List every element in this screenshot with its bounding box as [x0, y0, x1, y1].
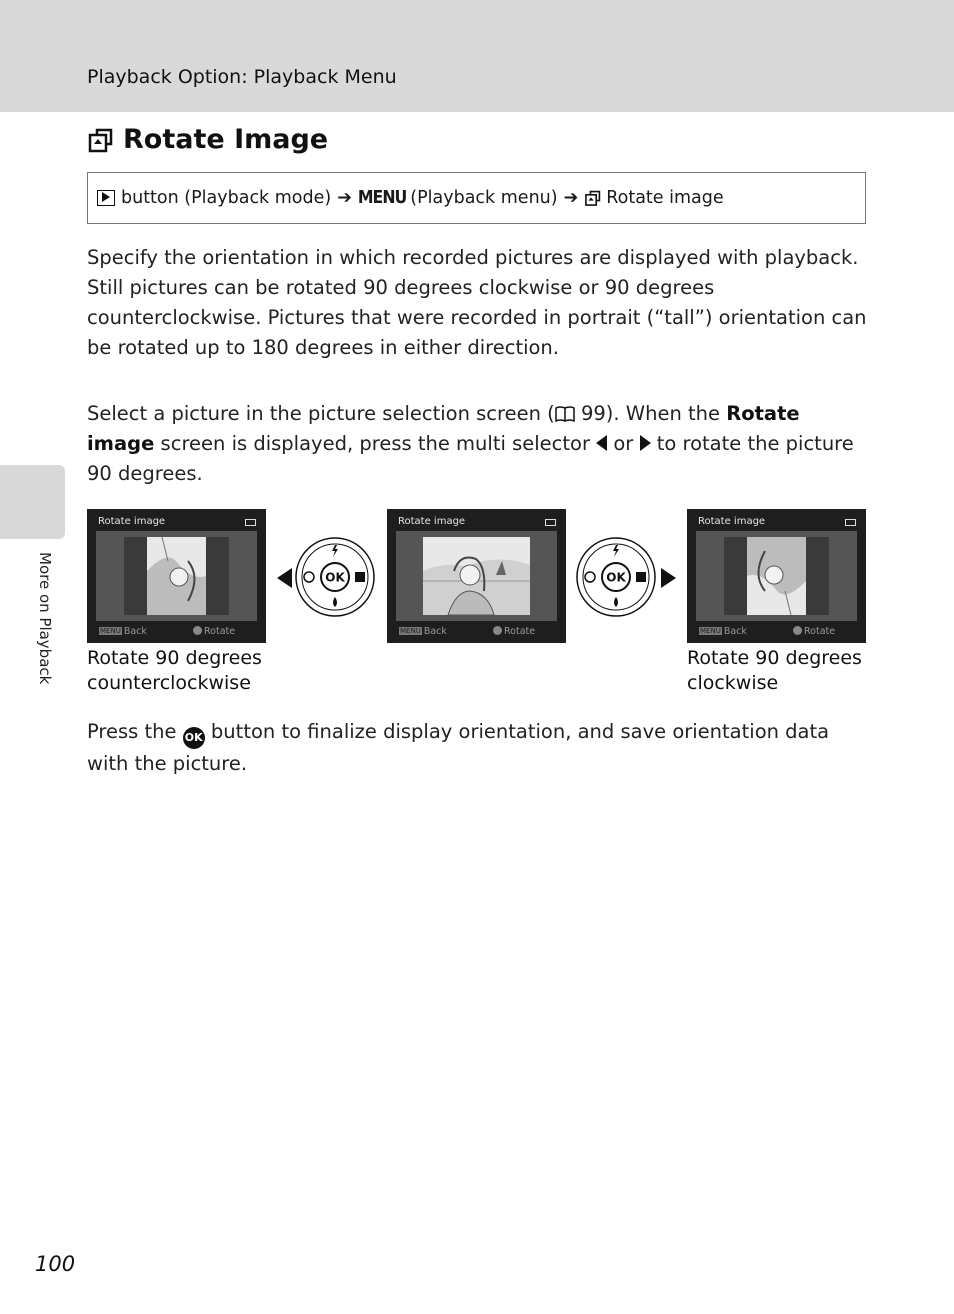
picture-area: [96, 531, 257, 621]
camera-screen-original: [387, 509, 566, 643]
multi-selector-right-icon: [640, 435, 651, 451]
nav-button-text: button (Playback mode): [121, 188, 332, 208]
page-reference: 99: [580, 402, 606, 425]
ok-label: OK: [606, 570, 626, 585]
photo-original: [396, 531, 557, 621]
rotate-label: Rotate: [804, 626, 836, 637]
photo-rotated-cw: [696, 531, 857, 621]
screen-footer: [387, 623, 566, 643]
side-tab-label: More on Playback: [36, 552, 54, 685]
screen-title: Rotate image: [98, 516, 166, 527]
page-number: 100: [35, 1252, 76, 1276]
menu-glyph: MENU: [357, 188, 407, 208]
multi-selector-dial-icon: [576, 537, 656, 617]
picture-area: [396, 531, 557, 621]
caption-line: Rotate 90 degrees: [87, 647, 262, 669]
side-tab: [0, 465, 65, 539]
press-right-arrow-icon: [661, 568, 676, 588]
navigation-path: [87, 172, 866, 224]
back-label: Back: [123, 626, 147, 637]
header-title: Playback Option: Playback Menu: [87, 66, 397, 88]
multi-selector-left-icon: [596, 435, 607, 451]
ok-label: OK: [325, 570, 345, 585]
press-left-arrow-icon: [277, 568, 292, 588]
rotate-label: Rotate: [504, 626, 536, 637]
para2-text: screen is displayed, press the multi selector: [154, 432, 597, 455]
menu-tag: MENU: [100, 627, 121, 635]
rotate-image-term: Rotate image: [87, 402, 800, 455]
rotate-image-icon: [87, 126, 115, 154]
caption-counterclockwise: [87, 646, 262, 696]
rotate-control-icon: [193, 626, 202, 635]
camera-screen-ccw: [87, 509, 266, 643]
picture-area: [696, 531, 857, 621]
playback-button-icon: [97, 190, 115, 206]
finalize-paragraph: [87, 717, 867, 779]
para3-text: Press the: [87, 720, 183, 743]
menu-tag: MENU: [400, 627, 421, 635]
caption-line: clockwise: [687, 672, 779, 694]
para2-text: Select a picture in the picture selection screen (: [87, 402, 555, 425]
battery-icon: [245, 519, 256, 526]
ok-button-icon: OK: [183, 727, 205, 749]
rotate-label: Rotate: [204, 626, 236, 637]
para2-text: to rotate the picture 90 degrees.: [87, 432, 854, 485]
multi-selector-dial-icon: [295, 537, 375, 617]
photo-rotated-ccw: [96, 531, 257, 621]
header-band: [0, 0, 954, 112]
back-label: Back: [723, 626, 747, 637]
caption-line: Rotate 90 degrees: [687, 647, 862, 669]
screen-title: Rotate image: [398, 516, 466, 527]
nav-menu-text: (Playback menu): [410, 188, 558, 208]
instruction-paragraph: [87, 399, 867, 489]
para2-text: ). When the: [605, 402, 727, 425]
battery-icon: [845, 519, 856, 526]
section-title-text: Rotate Image: [123, 124, 329, 155]
screen-footer: [687, 623, 866, 643]
caption-line: counterclockwise: [87, 672, 251, 694]
intro-paragraph: Specify the orientation in which recorded pictures are displayed with playback. Still pictures can be rotated 90 degrees clockwise or 90 degrees counterclockwise. Pictures that were recorded in portrait (“tall”) orientation can be rotated up to 180 degrees in either direction.: [87, 246, 867, 359]
arrow-icon: ➔: [337, 188, 352, 208]
screen-footer: [87, 623, 266, 643]
camera-screen-cw: [687, 509, 866, 643]
para2-text: or: [607, 432, 640, 455]
nav-item-text: Rotate image: [606, 188, 724, 208]
arrow-icon: ➔: [563, 188, 579, 208]
menu-tag: MENU: [700, 627, 721, 635]
para3-text: button to finalize display orientation, and save orientation data with the picture.: [87, 720, 830, 775]
caption-clockwise: [687, 646, 862, 696]
back-label: Back: [423, 626, 447, 637]
rotate-image-icon: [584, 189, 602, 207]
battery-icon: [545, 519, 556, 526]
screen-title: Rotate image: [698, 516, 766, 527]
section-title: [87, 124, 328, 155]
rotate-control-icon: [493, 626, 502, 635]
book-reference-icon: [555, 406, 575, 422]
rotate-control-icon: [793, 626, 802, 635]
